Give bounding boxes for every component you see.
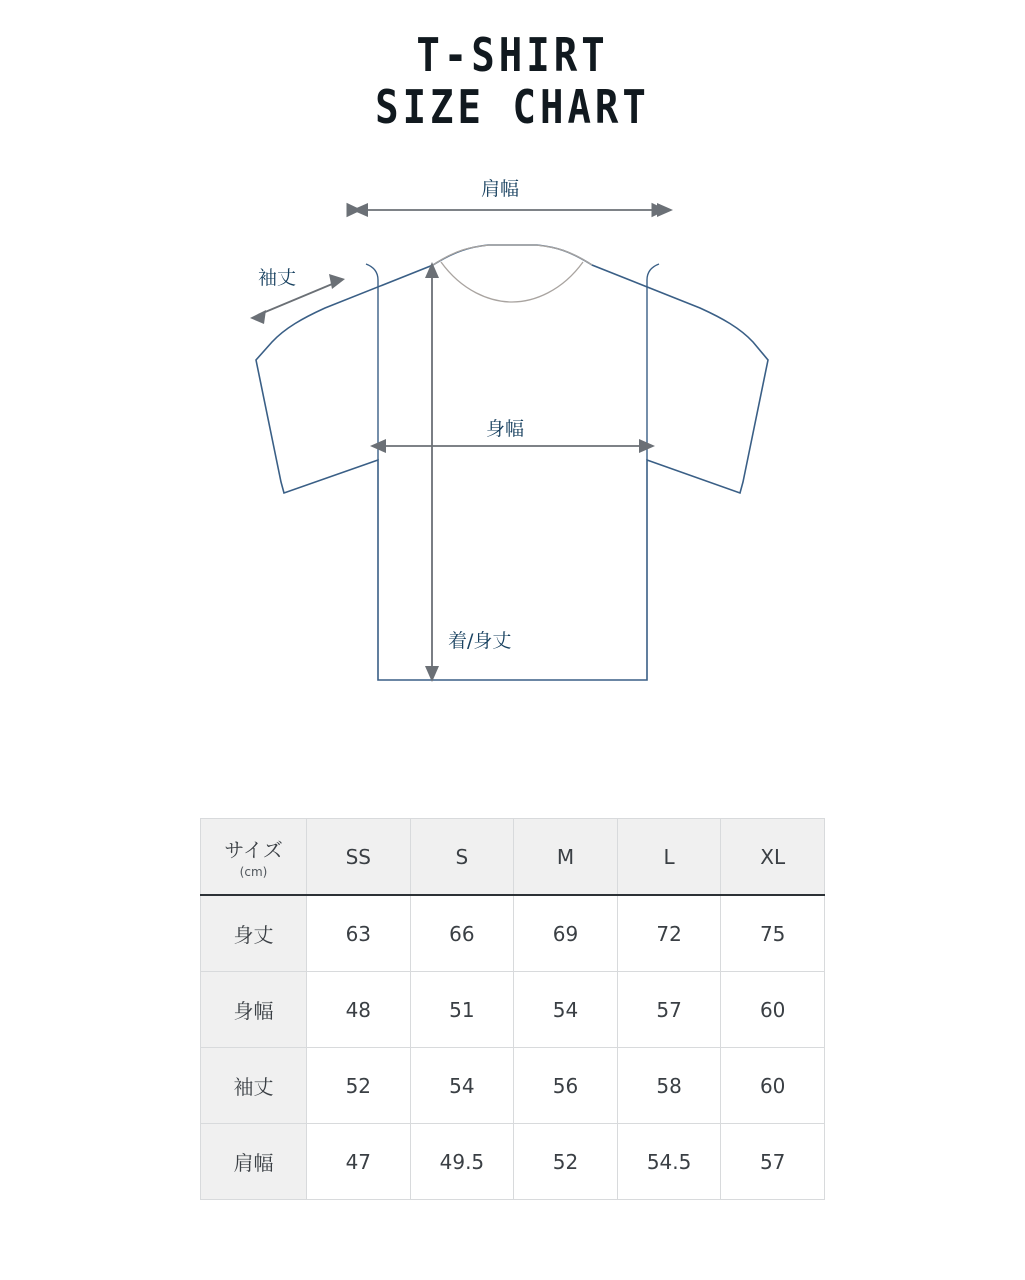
cell-sleeve-length-m: 56: [514, 1048, 618, 1124]
cell-shoulder-width-m: 52: [514, 1124, 618, 1200]
tshirt-illustration: [0, 150, 1025, 740]
cell-sleeve-length-ss: 52: [307, 1048, 411, 1124]
sleeve-arrow-end-head: [329, 274, 345, 289]
label-shoulder-width: 肩幅: [481, 178, 520, 200]
cell-sleeve-length-s: 54: [410, 1048, 514, 1124]
cell-sleeve-length-xl: 60: [721, 1048, 825, 1124]
tshirt-diagram: [0, 150, 1025, 740]
header-size-xl: XL: [721, 819, 825, 896]
label-sleeve-length: 袖丈: [258, 267, 297, 289]
sleeve-arrow-start-head: [250, 310, 266, 324]
table-row: [201, 895, 825, 972]
table-header-row: [201, 819, 825, 896]
table-row: [201, 972, 825, 1048]
size-chart-table: [200, 818, 825, 1200]
cell-body-length-ss: 63: [307, 895, 411, 972]
cell-body-length-xl: 75: [721, 895, 825, 972]
tshirt-outline: [256, 245, 768, 680]
length-arrow-top-head: [425, 262, 439, 278]
header-size-s: S: [410, 819, 514, 896]
header-size-l: L: [617, 819, 721, 896]
cell-chest-width-s: 51: [410, 972, 514, 1048]
table-header: [201, 819, 825, 896]
row-label-sleeve-length: 袖丈: [201, 1048, 307, 1124]
table-body: [201, 895, 825, 1200]
header-size-m: M: [514, 819, 618, 896]
page-title: [0, 26, 1025, 135]
cell-chest-width-ss: 48: [307, 972, 411, 1048]
label-body-length: 着/身丈: [448, 630, 512, 652]
header-size-text: サイズ: [224, 838, 283, 862]
header-unit-text: (cm): [239, 865, 268, 879]
header-size-label: [201, 819, 307, 896]
cell-shoulder-width-ss: 47: [307, 1124, 411, 1200]
label-chest-width: 身幅: [486, 418, 525, 440]
cell-sleeve-length-l: 58: [617, 1048, 721, 1124]
row-label-chest-width: 身幅: [201, 972, 307, 1048]
title-line-1: T-SHIRT: [416, 29, 609, 83]
cell-shoulder-width-s: 49.5: [410, 1124, 514, 1200]
row-label-body-length: 身丈: [201, 895, 307, 972]
cell-body-length-m: 69: [514, 895, 618, 972]
size-chart-table-wrapper: [200, 818, 825, 1200]
cell-shoulder-width-l: 54.5: [617, 1124, 721, 1200]
row-label-shoulder-width: 肩幅: [201, 1124, 307, 1200]
table-row: [201, 1124, 825, 1200]
cell-chest-width-l: 57: [617, 972, 721, 1048]
title-line-2: SIZE CHART: [375, 81, 650, 135]
cell-chest-width-xl: 60: [721, 972, 825, 1048]
shoulder-arrow-right-head: [657, 203, 673, 217]
collar-line: [433, 245, 592, 302]
shoulder-arrow-left-head: [352, 203, 368, 217]
cell-chest-width-m: 54: [514, 972, 618, 1048]
table-row: [201, 1048, 825, 1124]
header-size-ss: SS: [307, 819, 411, 896]
cell-shoulder-width-xl: 57: [721, 1124, 825, 1200]
cell-body-length-s: 66: [410, 895, 514, 972]
cell-body-length-l: 72: [617, 895, 721, 972]
